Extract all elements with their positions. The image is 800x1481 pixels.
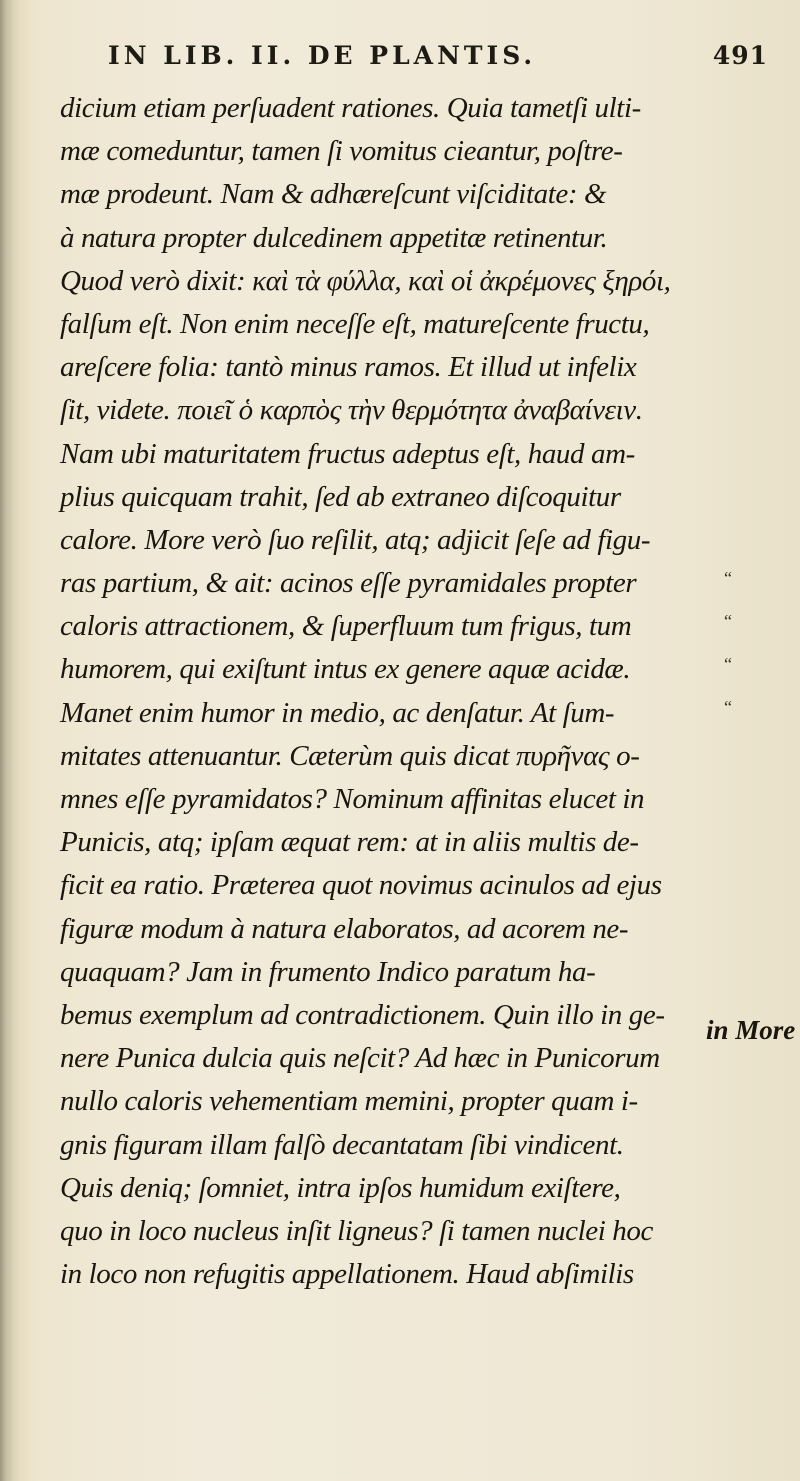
running-header [108,41,768,77]
text-line-content: areſcere folia: tantò minus ramos. Et illud ut infelix [60,351,637,384]
text-line [60,610,790,653]
text-line [60,265,790,308]
text-line [60,222,790,265]
text-line [60,567,790,610]
text-line [60,1172,790,1215]
text-line-content: plius quicquam trahit, ſed ab extraneo diſcoquitur [60,480,621,513]
text-line [60,1215,790,1258]
text-line [60,438,790,481]
text-line [60,1258,790,1301]
text-line-content: quaquam? Jam in frumento Indico paratum ha- [60,955,596,988]
text-line [60,1042,790,1085]
text-line [60,1129,790,1172]
margin-quote-mark: “ [724,611,732,631]
text-line-content: Nam ubi maturitatem fructus adeptus eſt, haud am- [60,437,635,470]
text-line-content: caloris attractionem, & ſuperfluum tum frigus, tum [60,610,632,643]
text-line [60,135,790,178]
text-line-content: ficit ea ratio. Præterea quot novimus acinulos ad ejus [60,869,662,902]
text-line-content: dicium etiam perſuadent rationes. Quia tametſi ulti- [60,92,641,124]
text-line [60,481,790,524]
text-line-content: mæ prodeunt. Nam & adhæreſcunt viſciditate: & [60,178,607,211]
page-number: 491 [712,41,768,70]
text-line-content: bemus exemplum ad contradictionem. Quin illo in ge- [60,998,665,1031]
text-line [60,394,790,437]
margin-quote-mark: “ [724,697,732,717]
text-line [60,783,790,826]
text-line-content: quo in loco nucleus inſit ligneus? ſi tamen nuclei hoc [60,1214,653,1247]
text-line-content: Quis deniq; ſomniet, intra ipſos humidum exiſtere, [60,1171,621,1204]
text-line-content: ras partium, & ait: acinos eſſe pyramidales propter [60,567,637,600]
text-line-content: Manet enim humor in medio, ac denſatur. At ſum- [60,696,615,729]
text-line [60,913,790,956]
text-line [60,308,790,351]
text-line [60,653,790,696]
running-head-title: IN LIB. II. DE PLANTIS. [108,41,537,70]
text-line-content: ſit, videte. ποιεῖ ὁ καρπὸς τὴν θερμότητα ἀναβαίνειν. [60,394,643,427]
text-line-content: Quod verò dixit: καὶ τὰ φύλλα, καὶ οἱ ἀκρέμονες ξηρόι, [60,264,671,297]
text-line-content: nere Punica dulcia quis neſcit? Ad hæc in Punicorum [60,1042,660,1075]
text-line-content: Punicis, atq; ipſam æquat rem: at in aliis multis de- [60,826,639,859]
text-line [60,1085,790,1128]
page-binding-shadow [0,0,20,1481]
text-line-content: calore. More verò ſuo reſilit, atq; adjicit ſeſe ad figu- [60,523,651,556]
text-line [60,697,790,740]
text-line [60,740,790,783]
text-line [60,524,790,567]
text-line [60,869,790,912]
text-line [60,956,790,999]
text-line-content: à natura propter dulcedinem appetitæ retinentur. [60,221,608,254]
text-line-content: mnes eſſe pyramidatos? Nominum affinitas elucet in [60,783,645,815]
margin-quote-mark: “ [724,654,732,674]
body-text [60,92,790,1301]
text-line [60,826,790,869]
text-line-content: mæ comeduntur, tamen ſi vomitus cieantur, poſtre- [60,135,623,168]
text-line-content: humorem, qui exiſtunt intus ex genere aquæ acidæ. [60,653,631,686]
text-line-content: in loco non refugitis appellationem. Haud abſimilis [60,1258,634,1291]
text-line [60,178,790,221]
text-line-content: falſum eſt. Non enim neceſſe eſt, matureſcente fructu, [60,307,650,340]
catchword: in More [706,1015,796,1045]
text-line-content: gnis figuram illam falſò decantatam ſibi vindicent. [60,1128,624,1161]
text-line [60,999,790,1042]
margin-quote-mark: “ [724,568,732,588]
text-line [60,92,790,135]
text-line-content: nullo caloris vehementiam memini, propter quam i- [60,1085,638,1118]
text-line-content: figuræ modum à natura elaboratos, ad acorem ne- [60,912,629,945]
text-line [60,351,790,394]
text-line-content: mitates attenuantur. Cæterùm quis dicat πυρῆνας o- [60,739,640,772]
